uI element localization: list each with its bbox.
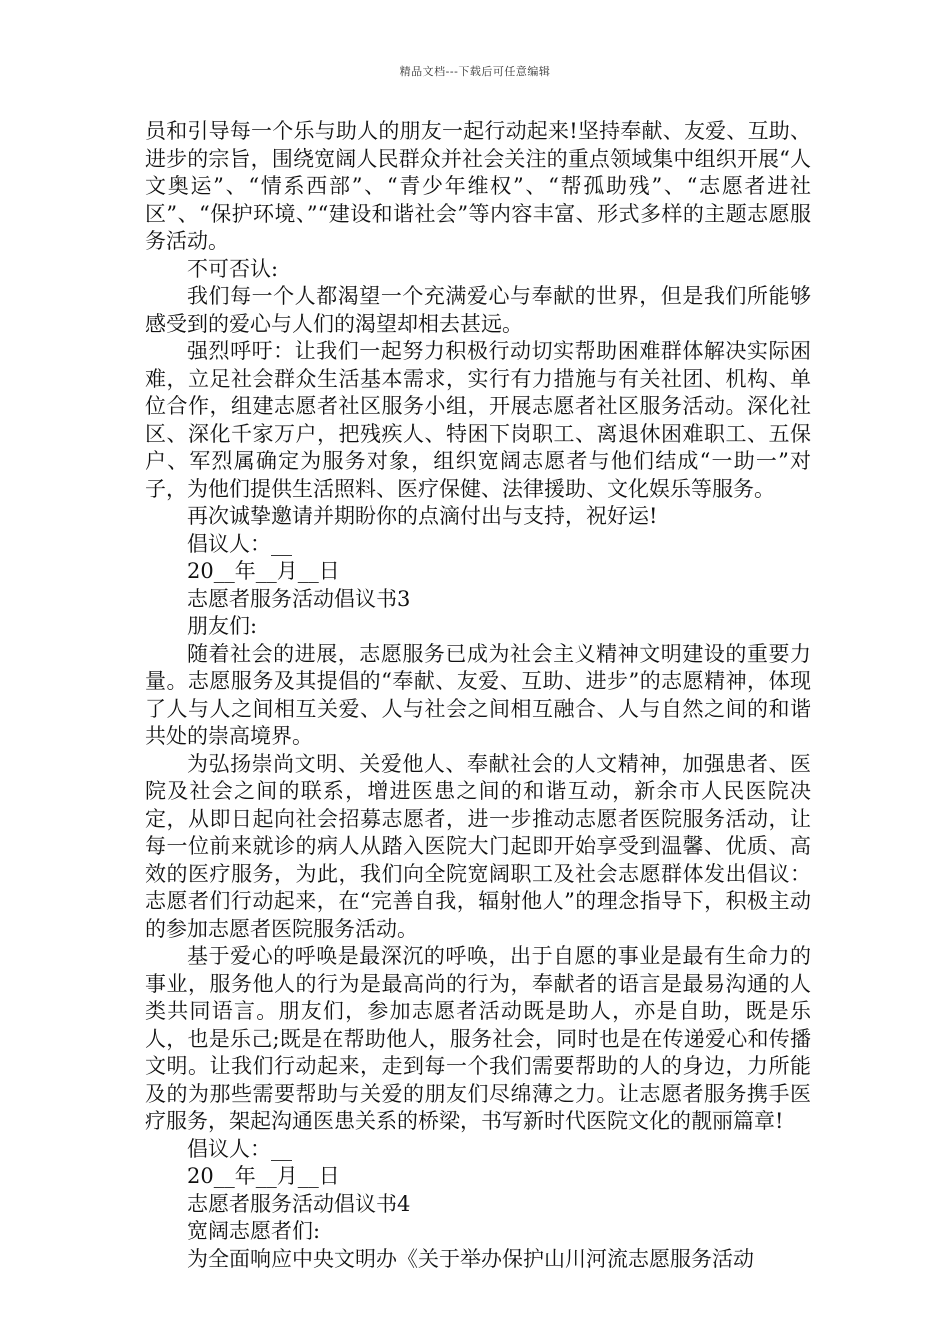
paragraph: 20__年__月__日 xyxy=(187,559,340,583)
paragraph: 20__年__月__日 xyxy=(187,1164,340,1188)
paragraph: 志愿者服务活动倡议书4 xyxy=(187,1191,411,1216)
paragraph: 志愿者服务活动倡议书3 xyxy=(187,586,411,611)
paragraph: 再次诚挚邀请并期盼你的点滴付出与支持，祝好运! xyxy=(187,504,658,528)
paragraph: 员和引导每一个乐与助人的朋友一起行动起来!坚持奉献、友爱、互助、进步的宗旨，围绕宽阔人民群众并社会关注的重点领域集中组织开展“人文奥运”、“情系西部”、“青少年维权”、“帮孤助残”、“志愿者进社区”、“保护环境、”“建设和谐社会”等内容丰富、形式多样的主题志愿服务活动。 xyxy=(145,119,811,253)
paragraph: 强烈呼吁：让我们一起努力积极行动切实帮助困难群体解决实际困难，立足社会群众生活基本需求，实行有力措施与有关社团、机构、单位合作，组建志愿者社区服务小组，开展志愿者社区服务活动。深化社区、深化千家万户，把残疾人、特困下岗职工、离退休困难职工、五保户、军烈属确定为服务对象，组织宽阔志愿者与他们结成“一助一”对子，为他们提供生活照料、医疗保健、法律援助、文化娱乐等服务。 xyxy=(145,339,811,501)
paragraph: 不可否认: xyxy=(187,256,279,281)
paragraph: 我们每一个人都渴望一个充满爱心与奉献的世界，但是我们所能够感受到的爱心与人们的渴望却相去甚远。 xyxy=(145,284,811,336)
paragraph: 倡议人：__ xyxy=(187,1136,292,1161)
paragraph: 朋友们: xyxy=(187,614,258,638)
paragraph: 随着社会的进展，志愿服务已成为社会主义精神文明建设的重要力量。志愿服务及其提倡的“奉献、友爱、互助、进步”的志愿精神，体现了人与人之间相互关爱、人与社会之间相互融合、人与自然之间的和谐共处的崇高境界。 xyxy=(145,641,811,748)
paragraph: 宽阔志愿者们: xyxy=(187,1219,321,1243)
paragraph: 为弘扬崇尚文明、关爱他人、奉献社会的人文精神，加强患者、医院及社会之间的联系，增进医患之间的和谐互动，新余市人民医院决定，从即日起向社会招募志愿者，进一步推动志愿者医院服务活动，让每一位前来就诊的病人从踏入医院大门起即开始享受到温馨、优质、高效的医疗服务，为此，我们向全院宽阔职工及社会志愿群体发出倡议：志愿者们行动起来，在“完善自我，辐射他人”的理念指导下，积极主动的参加志愿者医院服务活动。 xyxy=(145,751,811,941)
paragraph: 倡议人：__ xyxy=(187,531,292,556)
paragraph: 为全面响应中央文明办《关于举办保护山川河流志愿服务活动 xyxy=(187,1246,754,1271)
document-body xyxy=(145,118,811,1273)
paragraph: 基于爱心的呼唤是最深沉的呼唤，出于自愿的事业是最有生命力的事业，服务他人的行为是最高尚的行为，奉献者的语言是最易沟通的人类共同语言。朋友们，参加志愿者活动既是助人，亦是自助，既是乐人，也是乐己;既是在帮助他人，服务社会，同时也是在传递爱心和传播文明。让我们行动起来，走到每一个我们需要帮助的人的身边，力所能及的为那些需要帮助与关爱的朋友们尽绵薄之力。让志愿者服务携手医疗服务，架起沟通医患关系的桥梁，书写新时代医院文化的靓丽篇章! xyxy=(145,944,811,1133)
page-header: 精品文档---下载后可任意编辑 xyxy=(399,65,551,78)
